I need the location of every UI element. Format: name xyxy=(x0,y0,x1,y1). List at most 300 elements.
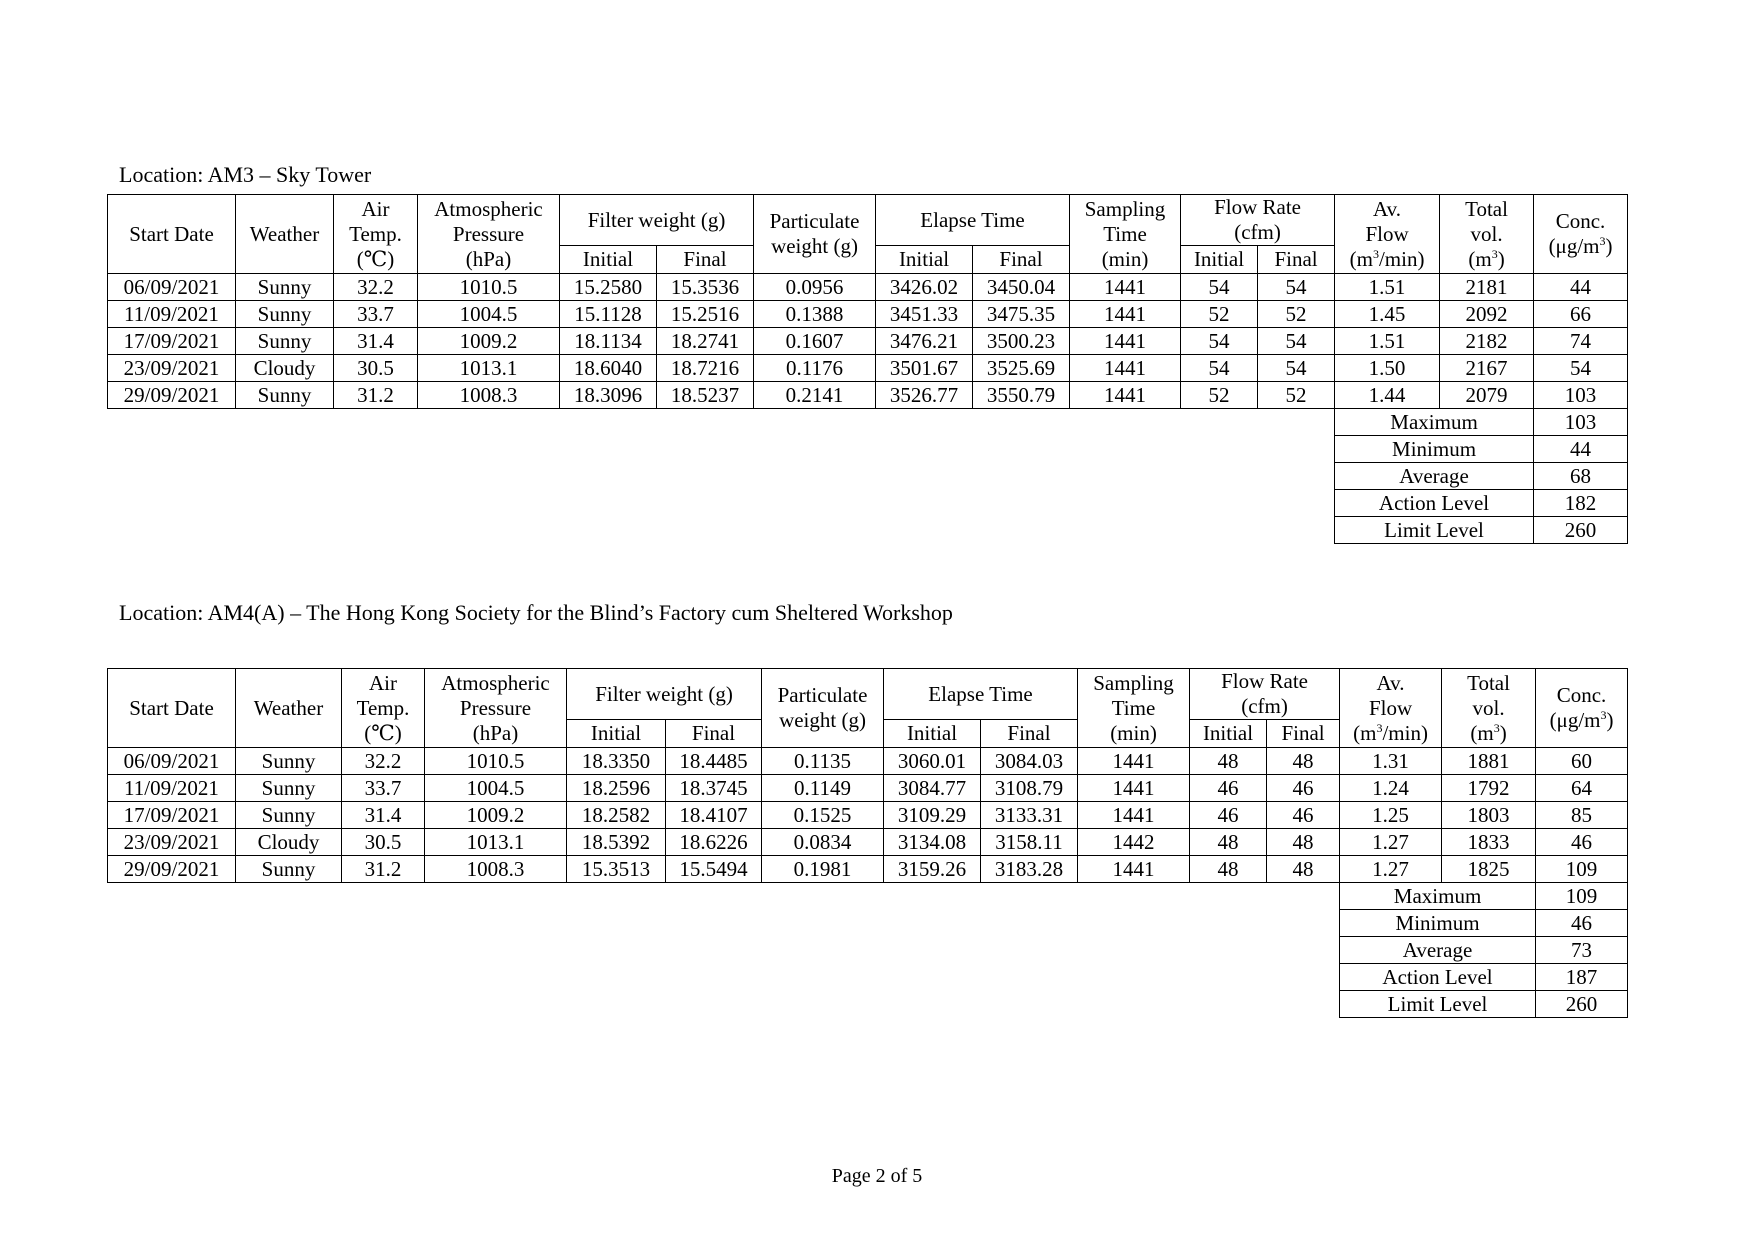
header-elapse-initial xyxy=(884,720,981,748)
header-pressure xyxy=(418,195,560,274)
cell-start-date: 23/09/2021 xyxy=(108,355,236,382)
header-weather xyxy=(236,669,342,748)
header-start-date-label: Start Date xyxy=(129,695,214,720)
cell-sampling-time: 1441 xyxy=(1070,301,1181,328)
cell-flow-final: 48 xyxy=(1267,829,1340,856)
header-elapse-final xyxy=(981,720,1078,748)
cell-filter-final: 15.3536 xyxy=(657,274,754,301)
header-weather-label: Weather xyxy=(249,221,320,246)
cell-weather: Cloudy xyxy=(236,829,342,856)
cell-weather: Sunny xyxy=(236,775,342,802)
header-elapse-initial-label: Initial xyxy=(906,721,958,745)
header-conc-unit-close: ) xyxy=(1605,234,1613,258)
cell-weather: Sunny xyxy=(236,328,334,355)
header-total-vol xyxy=(1440,195,1534,274)
table-row xyxy=(108,748,1628,775)
header-flow-final xyxy=(1258,246,1335,274)
cell-av-flow: 1.50 xyxy=(1335,355,1440,382)
header-flow-final-label: Final xyxy=(1281,721,1325,745)
header-avflow-unit-superscript: 3 xyxy=(1372,246,1379,261)
header-flow-initial xyxy=(1190,720,1267,748)
header-pressure-line2: Pressure xyxy=(459,695,532,720)
header-flow-rate xyxy=(1181,195,1335,246)
header-conc-unit-text: (μg/m xyxy=(1549,708,1601,732)
cell-air-temp: 32.2 xyxy=(342,748,425,775)
header-avflow-line2: Flow xyxy=(1365,221,1409,246)
header-air-line2: Temp. xyxy=(356,695,410,720)
cell-conc: 54 xyxy=(1534,355,1628,382)
cell-filter-final: 18.4485 xyxy=(666,748,762,775)
header-flow-final-label: Final xyxy=(1274,247,1318,271)
cell-flow-initial: 54 xyxy=(1181,355,1258,382)
cell-weather: Sunny xyxy=(236,382,334,409)
cell-air-temp: 31.4 xyxy=(342,802,425,829)
header-elapse-final xyxy=(973,246,1070,274)
cell-total-vol: 1881 xyxy=(1442,748,1536,775)
cell-elapse-initial: 3060.01 xyxy=(884,748,981,775)
cell-total-vol: 1803 xyxy=(1442,802,1536,829)
header-air-temp xyxy=(334,195,418,274)
cell-weather: Sunny xyxy=(236,748,342,775)
header-totalvol-line1: Total xyxy=(1467,670,1510,695)
header-conc xyxy=(1536,669,1628,748)
summary-label: Average xyxy=(1335,463,1534,490)
cell-particulate: 0.1525 xyxy=(762,802,884,829)
cell-weather: Sunny xyxy=(236,301,334,328)
summary-label: Maximum xyxy=(1335,409,1534,436)
cell-pressure: 1010.5 xyxy=(425,748,567,775)
summary-row xyxy=(108,964,1628,991)
cell-flow-initial: 48 xyxy=(1190,748,1267,775)
header-sampling-line1: Sampling xyxy=(1093,670,1174,695)
cell-weather: Cloudy xyxy=(236,355,334,382)
header-particulate-label: Particulate weight (g) xyxy=(769,209,860,258)
header-pressure-unit: (hPa) xyxy=(465,246,512,271)
cell-elapse-initial: 3109.29 xyxy=(884,802,981,829)
cell-pressure: 1010.5 xyxy=(418,274,560,301)
header-filter-initial xyxy=(567,720,666,748)
cell-pressure: 1008.3 xyxy=(425,856,567,883)
summary-label: Minimum xyxy=(1335,436,1534,463)
summary-value: 260 xyxy=(1536,991,1628,1018)
cell-flow-initial: 54 xyxy=(1181,328,1258,355)
summary-value: 260 xyxy=(1534,517,1628,544)
header-row xyxy=(108,669,1628,720)
cell-filter-initial: 15.3513 xyxy=(567,856,666,883)
cell-filter-final: 18.6226 xyxy=(666,829,762,856)
cell-elapse-final: 3108.79 xyxy=(981,775,1078,802)
header-total-vol xyxy=(1442,669,1536,748)
header-flow-line1: Flow Rate xyxy=(1214,195,1301,219)
header-elapse-final-label: Final xyxy=(999,247,1043,271)
table-row xyxy=(108,355,1628,382)
cell-air-temp: 30.5 xyxy=(342,829,425,856)
cell-elapse-final: 3500.23 xyxy=(973,328,1070,355)
header-air-temp xyxy=(342,669,425,748)
table-row xyxy=(108,301,1628,328)
cell-air-temp: 31.2 xyxy=(342,856,425,883)
summary-value: 73 xyxy=(1536,937,1628,964)
summary-row xyxy=(108,517,1628,544)
cell-elapse-final: 3158.11 xyxy=(981,829,1078,856)
header-filter-weight-label: Filter weight (g) xyxy=(587,207,726,232)
header-sampling-unit: (min) xyxy=(1110,720,1157,745)
summary-label: Minimum xyxy=(1340,910,1536,937)
cell-start-date: 29/09/2021 xyxy=(108,382,236,409)
cell-sampling-time: 1441 xyxy=(1078,802,1190,829)
header-avflow-unit-close: /min) xyxy=(1382,720,1428,745)
header-conc-unit-superscript: 3 xyxy=(1599,234,1606,248)
cell-conc: 109 xyxy=(1536,856,1628,883)
cell-filter-initial: 18.5392 xyxy=(567,829,666,856)
cell-av-flow: 1.44 xyxy=(1335,382,1440,409)
header-avflow-line1: Av. xyxy=(1376,670,1405,695)
cell-elapse-initial: 3134.08 xyxy=(884,829,981,856)
cell-total-vol: 2079 xyxy=(1440,382,1534,409)
header-totalvol-line1: Total xyxy=(1465,196,1508,221)
table-row xyxy=(108,775,1628,802)
header-elapse-initial xyxy=(876,246,973,274)
cell-flow-initial: 48 xyxy=(1190,829,1267,856)
cell-elapse-initial: 3501.67 xyxy=(876,355,973,382)
header-conc xyxy=(1534,195,1628,274)
cell-flow-final: 52 xyxy=(1258,301,1335,328)
summary-value: 44 xyxy=(1534,436,1628,463)
header-flow-final xyxy=(1267,720,1340,748)
header-conc-unit xyxy=(1550,708,1614,732)
header-flow-line2: (cfm) xyxy=(1241,694,1288,718)
summary-label: Action Level xyxy=(1340,964,1536,991)
header-filter-initial xyxy=(560,246,657,274)
cell-conc: 60 xyxy=(1536,748,1628,775)
header-start-date-label: Start Date xyxy=(129,221,214,246)
cell-flow-initial: 52 xyxy=(1181,382,1258,409)
cell-start-date: 23/09/2021 xyxy=(108,829,236,856)
cell-particulate: 0.2141 xyxy=(754,382,876,409)
header-pressure xyxy=(425,669,567,748)
header-filter-initial-label: Initial xyxy=(582,247,634,271)
cell-filter-initial: 15.2580 xyxy=(560,274,657,301)
summary-row xyxy=(108,463,1628,490)
header-flow-line2: (cfm) xyxy=(1234,220,1281,244)
header-flow-initial-label: Initial xyxy=(1193,247,1245,271)
summary-spacer xyxy=(108,490,1335,517)
header-pressure-unit: (hPa) xyxy=(472,720,519,745)
cell-av-flow: 1.51 xyxy=(1335,274,1440,301)
header-pressure-line1: Atmospheric xyxy=(434,196,543,221)
cell-total-vol: 2092 xyxy=(1440,301,1534,328)
cell-flow-initial: 52 xyxy=(1181,301,1258,328)
header-filter-final xyxy=(666,720,762,748)
header-avflow-unit-text: (m xyxy=(1349,246,1373,271)
header-weather-label: Weather xyxy=(253,695,324,720)
summary-label: Limit Level xyxy=(1335,517,1534,544)
cell-sampling-time: 1442 xyxy=(1078,829,1190,856)
cell-total-vol: 1792 xyxy=(1442,775,1536,802)
cell-total-vol: 2167 xyxy=(1440,355,1534,382)
cell-particulate: 0.1176 xyxy=(754,355,876,382)
cell-filter-final: 18.2741 xyxy=(657,328,754,355)
cell-weather: Sunny xyxy=(236,274,334,301)
header-particulate xyxy=(762,669,884,748)
cell-weather: Sunny xyxy=(236,856,342,883)
header-conc-unit-text: (μg/m xyxy=(1548,234,1600,258)
summary-spacer xyxy=(108,964,1340,991)
cell-conc: 74 xyxy=(1534,328,1628,355)
header-elapse-time xyxy=(876,195,1070,246)
cell-elapse-final: 3084.03 xyxy=(981,748,1078,775)
cell-sampling-time: 1441 xyxy=(1070,274,1181,301)
cell-av-flow: 1.27 xyxy=(1340,856,1442,883)
cell-filter-initial: 18.6040 xyxy=(560,355,657,382)
cell-particulate: 0.1981 xyxy=(762,856,884,883)
summary-label: Action Level xyxy=(1335,490,1534,517)
cell-start-date: 11/09/2021 xyxy=(108,301,236,328)
cell-pressure: 1004.5 xyxy=(425,775,567,802)
cell-sampling-time: 1441 xyxy=(1078,775,1190,802)
cell-elapse-initial: 3476.21 xyxy=(876,328,973,355)
header-sampling-time xyxy=(1070,195,1181,274)
cell-filter-initial: 18.3350 xyxy=(567,748,666,775)
header-flow-rate xyxy=(1190,669,1340,720)
cell-flow-final: 48 xyxy=(1267,856,1340,883)
cell-elapse-final: 3475.35 xyxy=(973,301,1070,328)
cell-pressure: 1013.1 xyxy=(418,355,560,382)
summary-row xyxy=(108,883,1628,910)
cell-sampling-time: 1441 xyxy=(1070,355,1181,382)
header-avflow-unit xyxy=(1353,721,1428,745)
header-totalvol-unit-text: (m xyxy=(1470,720,1494,745)
header-filter-weight-label: Filter weight (g) xyxy=(595,681,733,706)
header-totalvol-line2: vol. xyxy=(1472,695,1505,720)
cell-total-vol: 2181 xyxy=(1440,274,1534,301)
cell-flow-final: 46 xyxy=(1267,802,1340,829)
cell-flow-final: 54 xyxy=(1258,355,1335,382)
cell-particulate: 0.0834 xyxy=(762,829,884,856)
cell-air-temp: 31.4 xyxy=(334,328,418,355)
cell-flow-final: 46 xyxy=(1267,775,1340,802)
header-avflow-unit-text: (m xyxy=(1353,720,1377,745)
table-row xyxy=(108,382,1628,409)
header-elapse-time-label: Elapse Time xyxy=(920,207,1025,232)
cell-conc: 64 xyxy=(1536,775,1628,802)
header-air-line1: Air xyxy=(361,196,390,221)
header-air-line1: Air xyxy=(369,670,397,695)
cell-sampling-time: 1441 xyxy=(1070,382,1181,409)
summary-value: 103 xyxy=(1534,409,1628,436)
cell-start-date: 06/09/2021 xyxy=(108,274,236,301)
table-row xyxy=(108,829,1628,856)
cell-particulate: 0.1607 xyxy=(754,328,876,355)
header-avflow-unit-superscript: 3 xyxy=(1376,720,1383,735)
cell-conc: 103 xyxy=(1534,382,1628,409)
header-flow-initial-label: Initial xyxy=(1202,721,1254,745)
cell-filter-final: 18.4107 xyxy=(666,802,762,829)
header-sampling-unit: (min) xyxy=(1101,246,1149,271)
header-avflow-line1: Av. xyxy=(1373,196,1402,221)
cell-filter-initial: 18.3096 xyxy=(560,382,657,409)
header-sampling-line2: Time xyxy=(1103,221,1147,246)
cell-conc: 85 xyxy=(1536,802,1628,829)
cell-total-vol: 1833 xyxy=(1442,829,1536,856)
cell-filter-final: 18.7216 xyxy=(657,355,754,382)
cell-elapse-final: 3133.31 xyxy=(981,802,1078,829)
summary-label: Limit Level xyxy=(1340,991,1536,1018)
cell-elapse-initial: 3084.77 xyxy=(884,775,981,802)
cell-elapse-initial: 3526.77 xyxy=(876,382,973,409)
cell-start-date: 11/09/2021 xyxy=(108,775,236,802)
cell-flow-initial: 46 xyxy=(1190,802,1267,829)
table-row xyxy=(108,802,1628,829)
header-flow-line1: Flow Rate xyxy=(1221,669,1308,693)
cell-flow-final: 52 xyxy=(1258,382,1335,409)
header-conc-unit xyxy=(1549,234,1613,258)
cell-sampling-time: 1441 xyxy=(1078,856,1190,883)
summary-row xyxy=(108,910,1628,937)
cell-pressure: 1009.2 xyxy=(425,802,567,829)
header-elapse-time xyxy=(884,669,1078,720)
header-filter-final-label: Final xyxy=(683,247,727,271)
section-1-title: Location: AM4(A) – The Hong Kong Society for the Blind’s Factory cum Sheltered Workshop xyxy=(119,600,953,625)
summary-row xyxy=(108,409,1628,436)
cell-av-flow: 1.25 xyxy=(1340,802,1442,829)
cell-flow-final: 54 xyxy=(1258,274,1335,301)
summary-spacer xyxy=(108,883,1340,910)
cell-filter-final: 15.5494 xyxy=(666,856,762,883)
cell-start-date: 29/09/2021 xyxy=(108,856,236,883)
cell-av-flow: 1.31 xyxy=(1340,748,1442,775)
summary-spacer xyxy=(108,910,1340,937)
header-filter-weight xyxy=(560,195,754,246)
cell-sampling-time: 1441 xyxy=(1078,748,1190,775)
cell-elapse-initial: 3451.33 xyxy=(876,301,973,328)
header-particulate xyxy=(754,195,876,274)
cell-pressure: 1013.1 xyxy=(425,829,567,856)
summary-row xyxy=(108,991,1628,1018)
cell-filter-initial: 15.1128 xyxy=(560,301,657,328)
header-avflow-line2: Flow xyxy=(1368,695,1413,720)
header-avflow-unit-close: /min) xyxy=(1378,246,1425,271)
cell-pressure: 1009.2 xyxy=(418,328,560,355)
header-totalvol-unit xyxy=(1470,721,1506,745)
header-particulate-label: Particulate weight (g) xyxy=(777,683,868,732)
summary-spacer xyxy=(108,937,1340,964)
header-totalvol-unit xyxy=(1468,247,1504,271)
cell-conc: 66 xyxy=(1534,301,1628,328)
cell-air-temp: 30.5 xyxy=(334,355,418,382)
cell-elapse-initial: 3426.02 xyxy=(876,274,973,301)
cell-flow-initial: 48 xyxy=(1190,856,1267,883)
summary-row xyxy=(108,937,1628,964)
cell-filter-initial: 18.2582 xyxy=(567,802,666,829)
summary-spacer xyxy=(108,463,1335,490)
header-sampling-line2: Time xyxy=(1111,695,1156,720)
summary-row xyxy=(108,436,1628,463)
summary-value: 182 xyxy=(1534,490,1628,517)
cell-air-temp: 32.2 xyxy=(334,274,418,301)
header-elapse-final-label: Final xyxy=(1007,721,1051,745)
header-conc-unit-superscript: 3 xyxy=(1600,708,1607,722)
cell-particulate: 0.1135 xyxy=(762,748,884,775)
cell-air-temp: 31.2 xyxy=(334,382,418,409)
cell-filter-final: 18.3745 xyxy=(666,775,762,802)
cell-av-flow: 1.24 xyxy=(1340,775,1442,802)
cell-filter-final: 18.5237 xyxy=(657,382,754,409)
summary-spacer xyxy=(108,991,1340,1018)
header-totalvol-unit-text: (m xyxy=(1468,246,1492,271)
cell-conc: 46 xyxy=(1536,829,1628,856)
cell-start-date: 17/09/2021 xyxy=(108,802,236,829)
header-elapse-time-label: Elapse Time xyxy=(928,681,1033,706)
cell-total-vol: 1825 xyxy=(1442,856,1536,883)
header-totalvol-unit-superscript: 3 xyxy=(1493,720,1500,735)
header-start-date xyxy=(108,195,236,274)
cell-av-flow: 1.51 xyxy=(1335,328,1440,355)
summary-spacer xyxy=(108,436,1335,463)
summary-label: Maximum xyxy=(1340,883,1536,910)
cell-air-temp: 33.7 xyxy=(334,301,418,328)
summary-row xyxy=(108,490,1628,517)
cell-filter-initial: 18.1134 xyxy=(560,328,657,355)
cell-flow-final: 54 xyxy=(1258,328,1335,355)
header-sampling-line1: Sampling xyxy=(1084,196,1166,221)
header-av-flow xyxy=(1335,195,1440,274)
summary-spacer xyxy=(108,409,1335,436)
header-conc-unit-close: ) xyxy=(1606,708,1614,732)
header-start-date xyxy=(108,669,236,748)
header-totalvol-line2: vol. xyxy=(1470,221,1503,246)
table-row xyxy=(108,328,1628,355)
header-avflow-unit xyxy=(1350,247,1425,271)
cell-conc: 44 xyxy=(1534,274,1628,301)
cell-sampling-time: 1441 xyxy=(1070,328,1181,355)
header-conc-line1: Conc. xyxy=(1556,683,1607,707)
table-row xyxy=(108,274,1628,301)
cell-weather: Sunny xyxy=(236,802,342,829)
cell-particulate: 0.1388 xyxy=(754,301,876,328)
header-pressure-line2: Pressure xyxy=(452,221,525,246)
cell-particulate: 0.0956 xyxy=(754,274,876,301)
cell-start-date: 17/09/2021 xyxy=(108,328,236,355)
header-elapse-initial-label: Initial xyxy=(898,247,950,271)
header-totalvol-unit-close: ) xyxy=(1497,246,1505,271)
header-conc-line1: Conc. xyxy=(1555,209,1606,233)
header-air-line2: Temp. xyxy=(349,221,402,246)
cell-filter-final: 15.2516 xyxy=(657,301,754,328)
air-quality-table-am3 xyxy=(107,194,1628,544)
cell-total-vol: 2182 xyxy=(1440,328,1534,355)
cell-av-flow: 1.45 xyxy=(1335,301,1440,328)
header-flow-initial xyxy=(1181,246,1258,274)
summary-value: 46 xyxy=(1536,910,1628,937)
cell-filter-initial: 18.2596 xyxy=(567,775,666,802)
cell-elapse-initial: 3159.26 xyxy=(884,856,981,883)
table-row xyxy=(108,856,1628,883)
summary-spacer xyxy=(108,517,1335,544)
page-number: Page 2 of 5 xyxy=(831,1165,923,1187)
header-av-flow xyxy=(1340,669,1442,748)
summary-value: 68 xyxy=(1534,463,1628,490)
cell-pressure: 1008.3 xyxy=(418,382,560,409)
cell-elapse-final: 3525.69 xyxy=(973,355,1070,382)
header-totalvol-unit-close: ) xyxy=(1499,720,1507,745)
cell-elapse-final: 3450.04 xyxy=(973,274,1070,301)
cell-flow-initial: 54 xyxy=(1181,274,1258,301)
cell-particulate: 0.1149 xyxy=(762,775,884,802)
summary-value: 109 xyxy=(1536,883,1628,910)
cell-pressure: 1004.5 xyxy=(418,301,560,328)
header-air-unit: (℃) xyxy=(364,720,402,745)
